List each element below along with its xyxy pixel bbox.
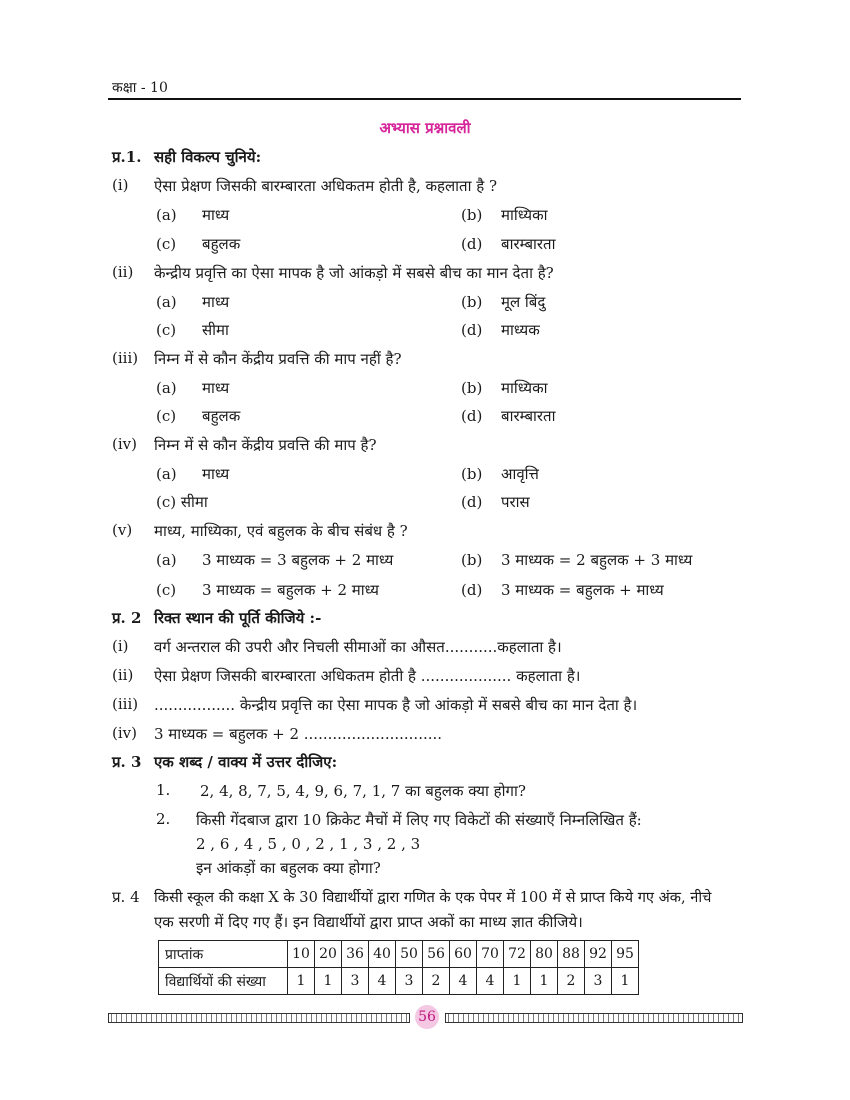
footer-border-right [445, 1013, 743, 1023]
q3-item1-text: 2, 4, 8, 7, 5, 4, 9, 6, 7, 1, 7 का बहुलक क्या होगा? [200, 782, 526, 800]
q1-v-text: माध्य, माध्यिका, एवं बहुलक के बीच संबंध है ? [154, 522, 408, 540]
q2-i-text: वर्ग अन्तराल की उपरी और निचली सीमाओं का औसत...........कहलाता है। [154, 638, 562, 656]
option-c [156, 234, 240, 254]
q1-iii-text: निम्न में से कौन केंद्रीय प्रवत्ति की माप नहीं है? [154, 350, 402, 368]
option-text: माध्य [202, 465, 230, 483]
option-d [461, 406, 555, 426]
option-label: (b) [461, 206, 483, 224]
q3-heading: एक शब्द / वाक्य में उत्तर दीजिए: [154, 753, 338, 771]
option-text: परास [501, 493, 530, 511]
q2-ii-number: (ii) [112, 666, 134, 684]
table-cell: 1 [315, 968, 342, 995]
q3-item2-data: 2 , 6 , 4 , 5 , 0 , 2 , 1 , 3 , 2 , 3 [196, 835, 421, 853]
option-a [156, 292, 229, 312]
option-b [461, 205, 548, 225]
option-label: (d) [461, 407, 483, 425]
option-text: बहुलक [202, 407, 241, 425]
q1-iv-number: (iv) [112, 435, 137, 453]
option-b [461, 378, 548, 398]
option-text: माध्य [202, 293, 230, 311]
q3-item2-number: 2. [156, 810, 171, 828]
option-text: 3 माध्यक = 2 बहुलक + 3 माध्य [501, 551, 693, 569]
option-label: (c) [156, 235, 177, 253]
option-label: (c) [156, 321, 177, 339]
table-cell: 1 [531, 968, 558, 995]
table-cell: 10 [288, 941, 315, 968]
option-a [156, 205, 229, 225]
table-cell: 88 [558, 941, 585, 968]
q2-number: प्र. 2 [112, 609, 142, 627]
table-cell: 92 [585, 941, 612, 968]
table-cell: 4 [369, 968, 396, 995]
option-label: (c) [156, 581, 177, 599]
option-label: (a) [156, 206, 177, 224]
table-cell: 4 [450, 968, 477, 995]
option-label: (d) [461, 321, 483, 339]
class-label: कक्षा - 10 [112, 80, 168, 96]
q4-line2: एक सरणी में दिए गए हैं। इन विद्यार्थीयों द्वारा प्राप्त अकों का माध्य ज्ञात कीजिये। [154, 913, 583, 931]
option-a [156, 378, 229, 398]
option-label: (c) [156, 493, 177, 511]
q4-line1: किसी स्कूल की कक्षा X के 30 विद्यार्थीयों द्वारा गणित के एक पेपर में 100 में से प्राप्त किये गए अंक, नीचे [154, 889, 712, 906]
table-cell: 3 [396, 968, 423, 995]
option-d [461, 492, 530, 512]
table-cell: 2 [558, 968, 585, 995]
q3-item2-text: किसी गेंदबाज द्वारा 10 क्रिकेट मैचों में लिए गए विकेटों की संख्याएँ निम्नलिखित हैं: [196, 811, 642, 829]
table-cell: 20 [315, 941, 342, 968]
q3-item2-question: इन आंकड़ों का बहुलक क्या होगा? [196, 859, 381, 877]
table-cell: 1 [612, 968, 639, 995]
option-a [156, 464, 229, 484]
q3-number: प्र. 3 [112, 753, 142, 771]
q1-i-number: (i) [112, 176, 129, 194]
q2-heading: रिक्त स्थान की पूर्ति कीजिये :- [154, 609, 322, 627]
q2-i-number: (i) [112, 637, 129, 655]
table-cell: 2 [423, 968, 450, 995]
q1-v-number: (v) [112, 521, 133, 539]
option-label: (b) [461, 465, 483, 483]
option-c [156, 580, 379, 600]
footer-border [108, 1005, 743, 1031]
option-c [156, 492, 208, 512]
table-cell: 1 [504, 968, 531, 995]
table-cell: 70 [477, 941, 504, 968]
option-text: बारम्बारता [501, 407, 556, 425]
table-cell: 80 [531, 941, 558, 968]
table-cell: 56 [423, 941, 450, 968]
table-cell: 3 [585, 968, 612, 995]
q4-number: प्र. 4 [112, 888, 140, 906]
option-b [461, 292, 545, 312]
table-row [159, 968, 639, 995]
option-text: सीमा [180, 493, 208, 511]
option-b [461, 464, 539, 484]
option-c [156, 320, 229, 340]
table-cell: 1 [288, 968, 315, 995]
option-label: (a) [156, 379, 177, 397]
table-cell: 72 [504, 941, 531, 968]
q1-iii-number: (iii) [112, 349, 139, 367]
option-b [461, 550, 692, 570]
option-label: (a) [156, 551, 177, 569]
option-text: 3 माध्यक = बहुलक + माध्य [501, 581, 664, 599]
option-text: 3 माध्यक = बहुलक + 2 माध्य [202, 581, 379, 599]
q1-i-text: ऐसा प्रेक्षण जिसकी बारम्बारता अधिकतम होती है, कहलाता है ? [154, 177, 498, 195]
table-header-marks: प्राप्तांक [159, 941, 288, 968]
option-text: माध्य [202, 379, 230, 397]
option-label: (d) [461, 235, 483, 253]
option-text: आवृत्ति [501, 465, 539, 483]
q1-iv-text: निम्न में से कौन केंद्रीय प्रवत्ति की माप है? [154, 436, 377, 454]
table-cell: 4 [477, 968, 504, 995]
table-row [159, 941, 639, 968]
marks-table [158, 940, 639, 995]
option-label: (b) [461, 293, 483, 311]
q2-ii-text: ऐसा प्रेक्षण जिसकी बारम्बारता अधिकतम होती है ................... कहलाता है। [154, 667, 581, 685]
option-label: (a) [156, 465, 177, 483]
q2-iii-text: ................. केन्द्रीय प्रवृत्ति का ऐसा मापक है जो आंकड़ो में सबसे बीच का मान देता है। [154, 696, 638, 714]
option-text: माध्य [202, 206, 230, 224]
option-text: माध्यिका [501, 379, 548, 397]
option-d [461, 234, 555, 254]
page-title: अभ्यास प्रश्नावली [379, 119, 471, 137]
option-text: माध्यिका [501, 206, 548, 224]
option-c [156, 406, 240, 426]
q3-item1-number: 1. [156, 781, 171, 799]
table-cell: 60 [450, 941, 477, 968]
option-text: बारम्बारता [501, 235, 556, 253]
q2-iv-text: 3 माध्यक = बहुलक + 2 ............................. [154, 725, 443, 743]
option-text: बहुलक [202, 235, 241, 253]
table-cell: 95 [612, 941, 639, 968]
option-d [461, 580, 664, 600]
option-label: (c) [156, 407, 177, 425]
option-label: (d) [461, 493, 483, 511]
option-text: मूल बिंदु [501, 293, 546, 311]
option-label: (b) [461, 379, 483, 397]
table-cell: 36 [342, 941, 369, 968]
option-label: (d) [461, 581, 483, 599]
footer-border-left [108, 1013, 410, 1023]
q1-heading: सही विकल्प चुनिये: [154, 148, 262, 166]
q2-iii-number: (iii) [112, 695, 139, 713]
table-header-students: विद्यार्थियों की संख्या [159, 968, 288, 995]
header-rule [108, 98, 741, 100]
q1-number: प्र.1. [112, 148, 142, 166]
option-text: 3 माध्यक = 3 बहुलक + 2 माध्य [202, 551, 394, 569]
option-label: (a) [156, 293, 177, 311]
option-label: (b) [461, 551, 483, 569]
q2-iv-number: (iv) [112, 724, 137, 742]
table-cell: 3 [342, 968, 369, 995]
option-d [461, 320, 540, 340]
option-text: सीमा [202, 321, 229, 339]
option-text: माध्यक [501, 321, 540, 339]
q1-ii-number: (ii) [112, 263, 134, 281]
table-cell: 50 [396, 941, 423, 968]
page-number: 56 [415, 1005, 439, 1029]
option-a [156, 550, 393, 570]
table-cell: 40 [369, 941, 396, 968]
q1-ii-text: केन्द्रीय प्रवृत्ति का ऐसा मापक है जो आंकड़ो में सबसे बीच का मान देता है? [154, 264, 554, 282]
